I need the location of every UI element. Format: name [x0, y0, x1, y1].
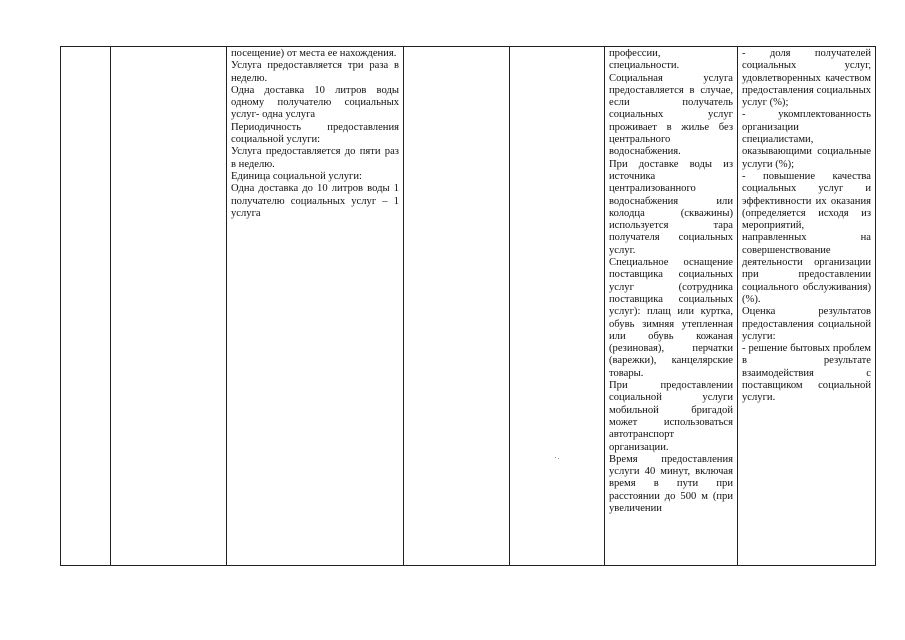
paragraph: - укомплектованность организации специалистами, оказывающими социальные услуги (%);	[742, 109, 871, 170]
table-cell-empty	[404, 47, 510, 566]
services-table	[60, 46, 876, 566]
table-cell-description	[227, 47, 404, 566]
paragraph: Оценка результатов предоставления социальной услуги:	[742, 306, 871, 342]
paragraph: Единица социальной услуги:	[231, 170, 362, 182]
table-cell-conditions	[605, 47, 738, 566]
paragraph: Периодичность предоставления социальной услуги:	[231, 121, 399, 146]
paragraph: - доля получателей социальных услуг, удовлетворенных качеством предоставления социальных услуг (%);	[742, 48, 871, 109]
paragraph: посещение) от места ее нахождения.	[231, 48, 397, 59]
paragraph: При доставке воды из источника централизованного водоснабжения или колодца (скважины) используется тара получателя социальных услуг.	[609, 158, 733, 256]
paragraph: Услуга предоставляется три раза в неделю.	[231, 60, 399, 84]
scan-speck	[558, 458, 559, 459]
table-cell-indicators	[738, 47, 876, 566]
paragraph: профессии, специальности.	[609, 48, 680, 72]
table-cell-empty	[510, 47, 605, 566]
table-row	[61, 47, 876, 566]
paragraph: Одна доставка 10 литров воды одному получателю социальных услуг- одна услуга	[231, 84, 399, 121]
description-text	[231, 48, 399, 220]
paragraph: Время предоставления услуги 40 минут, включая время в пути при расстоянии до 500 м (при увеличении	[609, 453, 733, 514]
indicators-text	[742, 48, 871, 405]
scan-speck	[555, 457, 556, 458]
paragraph: - повышение качества социальных услуг и эффективности их оказания (определяется исходя из мероприятий, направленных на совершенствование деятельности организации при предоставлении социального обслуживания) (%).	[742, 170, 871, 305]
paragraph: Социальная услуга предоставляется в случае, если получатель социальных услуг проживает в жилье без центрального водоснабжения.	[609, 72, 733, 158]
table-cell-service-name	[111, 47, 227, 566]
conditions-text	[609, 48, 733, 515]
paragraph: Одна доставка до 10 литров воды 1 получателю социальных услуг – 1 услуга	[231, 183, 399, 219]
table-cell-number	[61, 47, 111, 566]
paragraph: - решение бытовых проблем в результате взаимодействия с поставщиком социальной услуги.	[742, 343, 871, 404]
paragraph: Услуга предоставляется до пяти раз в неделю.	[231, 146, 399, 170]
paragraph: Специальное оснащение поставщика социальных услуг (сотрудника поставщика социальных услуг): плащ или куртка, обувь зимняя утепленная или обувь кожаная (резиновая), перчатки (варежки), канцелярские товары.	[609, 257, 733, 379]
paragraph: При предоставлении социальной услуги мобильной бригадой может использоваться автотранспорт организации.	[609, 380, 733, 453]
